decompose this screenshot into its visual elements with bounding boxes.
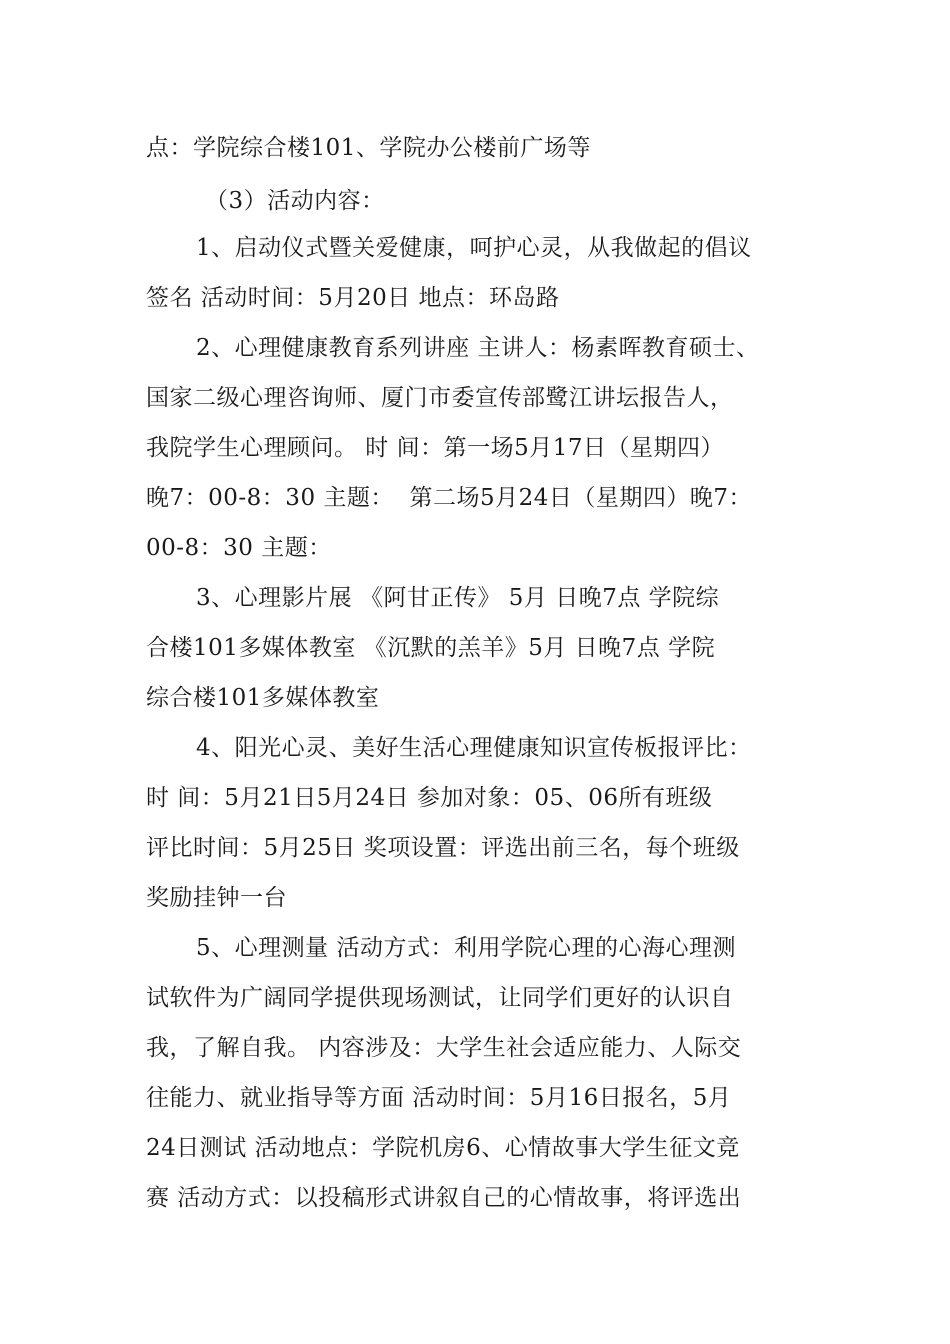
text-line: 国家二级心理咨询师、厦门市委宣传部鹭江讲坛报告人， — [146, 385, 734, 411]
text-line: 合楼101多媒体教室 《沉默的羔羊》5月 日晚7点 学院 — [146, 635, 716, 661]
text-line: 评比时间：5月25日 奖项设置：评选出前三名，每个班级 — [146, 835, 740, 861]
text-line: 24日测试 活动地点：学院机房6、心情故事大学生征文竞 — [146, 1135, 740, 1161]
text-line: 我，了解自我。 内容涉及：大学生社会适应能力、人际交 — [146, 1035, 742, 1061]
text-line: 2、心理健康教育系列讲座 主讲人：杨素晖教育硕士、 — [196, 335, 760, 361]
text-line: 赛 活动方式：以投稿形式讲叙自己的心情故事，将评选出 — [146, 1185, 742, 1211]
text-line: 5、心理测量 活动方式：利用学院心理的心海心理测 — [196, 935, 736, 961]
text-line: 晚7：00-8：30 主题： 第二场5月24日（星期四）晚7： — [146, 485, 753, 511]
section-heading: （3）活动内容： — [205, 188, 385, 214]
text-line: 签名 活动时间：5月20日 地点：环岛路 — [146, 285, 560, 311]
text-line: 综合楼101多媒体教室 — [146, 685, 380, 711]
text-line: 奖励挂钟一台 — [146, 885, 287, 911]
text-line: 00-8：30 主题： — [146, 535, 332, 561]
text-line: 试软件为广阔同学提供现场测试，让同学们更好的认识自 — [146, 985, 734, 1011]
text-line: 点：学院综合楼101、学院办公楼前广场等 — [146, 135, 591, 161]
text-line: 1、启动仪式暨关爱健康，呵护心灵，从我做起的倡议 — [196, 235, 752, 261]
text-line: 4、阳光心灵、美好生活心理健康知识宣传板报评比： — [196, 735, 752, 761]
text-line: 3、心理影片展 《阿甘正传》 5月 日晚7点 学院综 — [196, 585, 720, 611]
text-line: 往能力、就业指导等方面 活动时间：5月16日报名，5月 — [146, 1085, 732, 1111]
text-line: 我院学生心理顾问。 时 间：第一场5月17日（星期四） — [146, 435, 725, 461]
text-line: 时 间：5月21日5月24日 参加对象：05、06所有班级 — [146, 785, 713, 811]
